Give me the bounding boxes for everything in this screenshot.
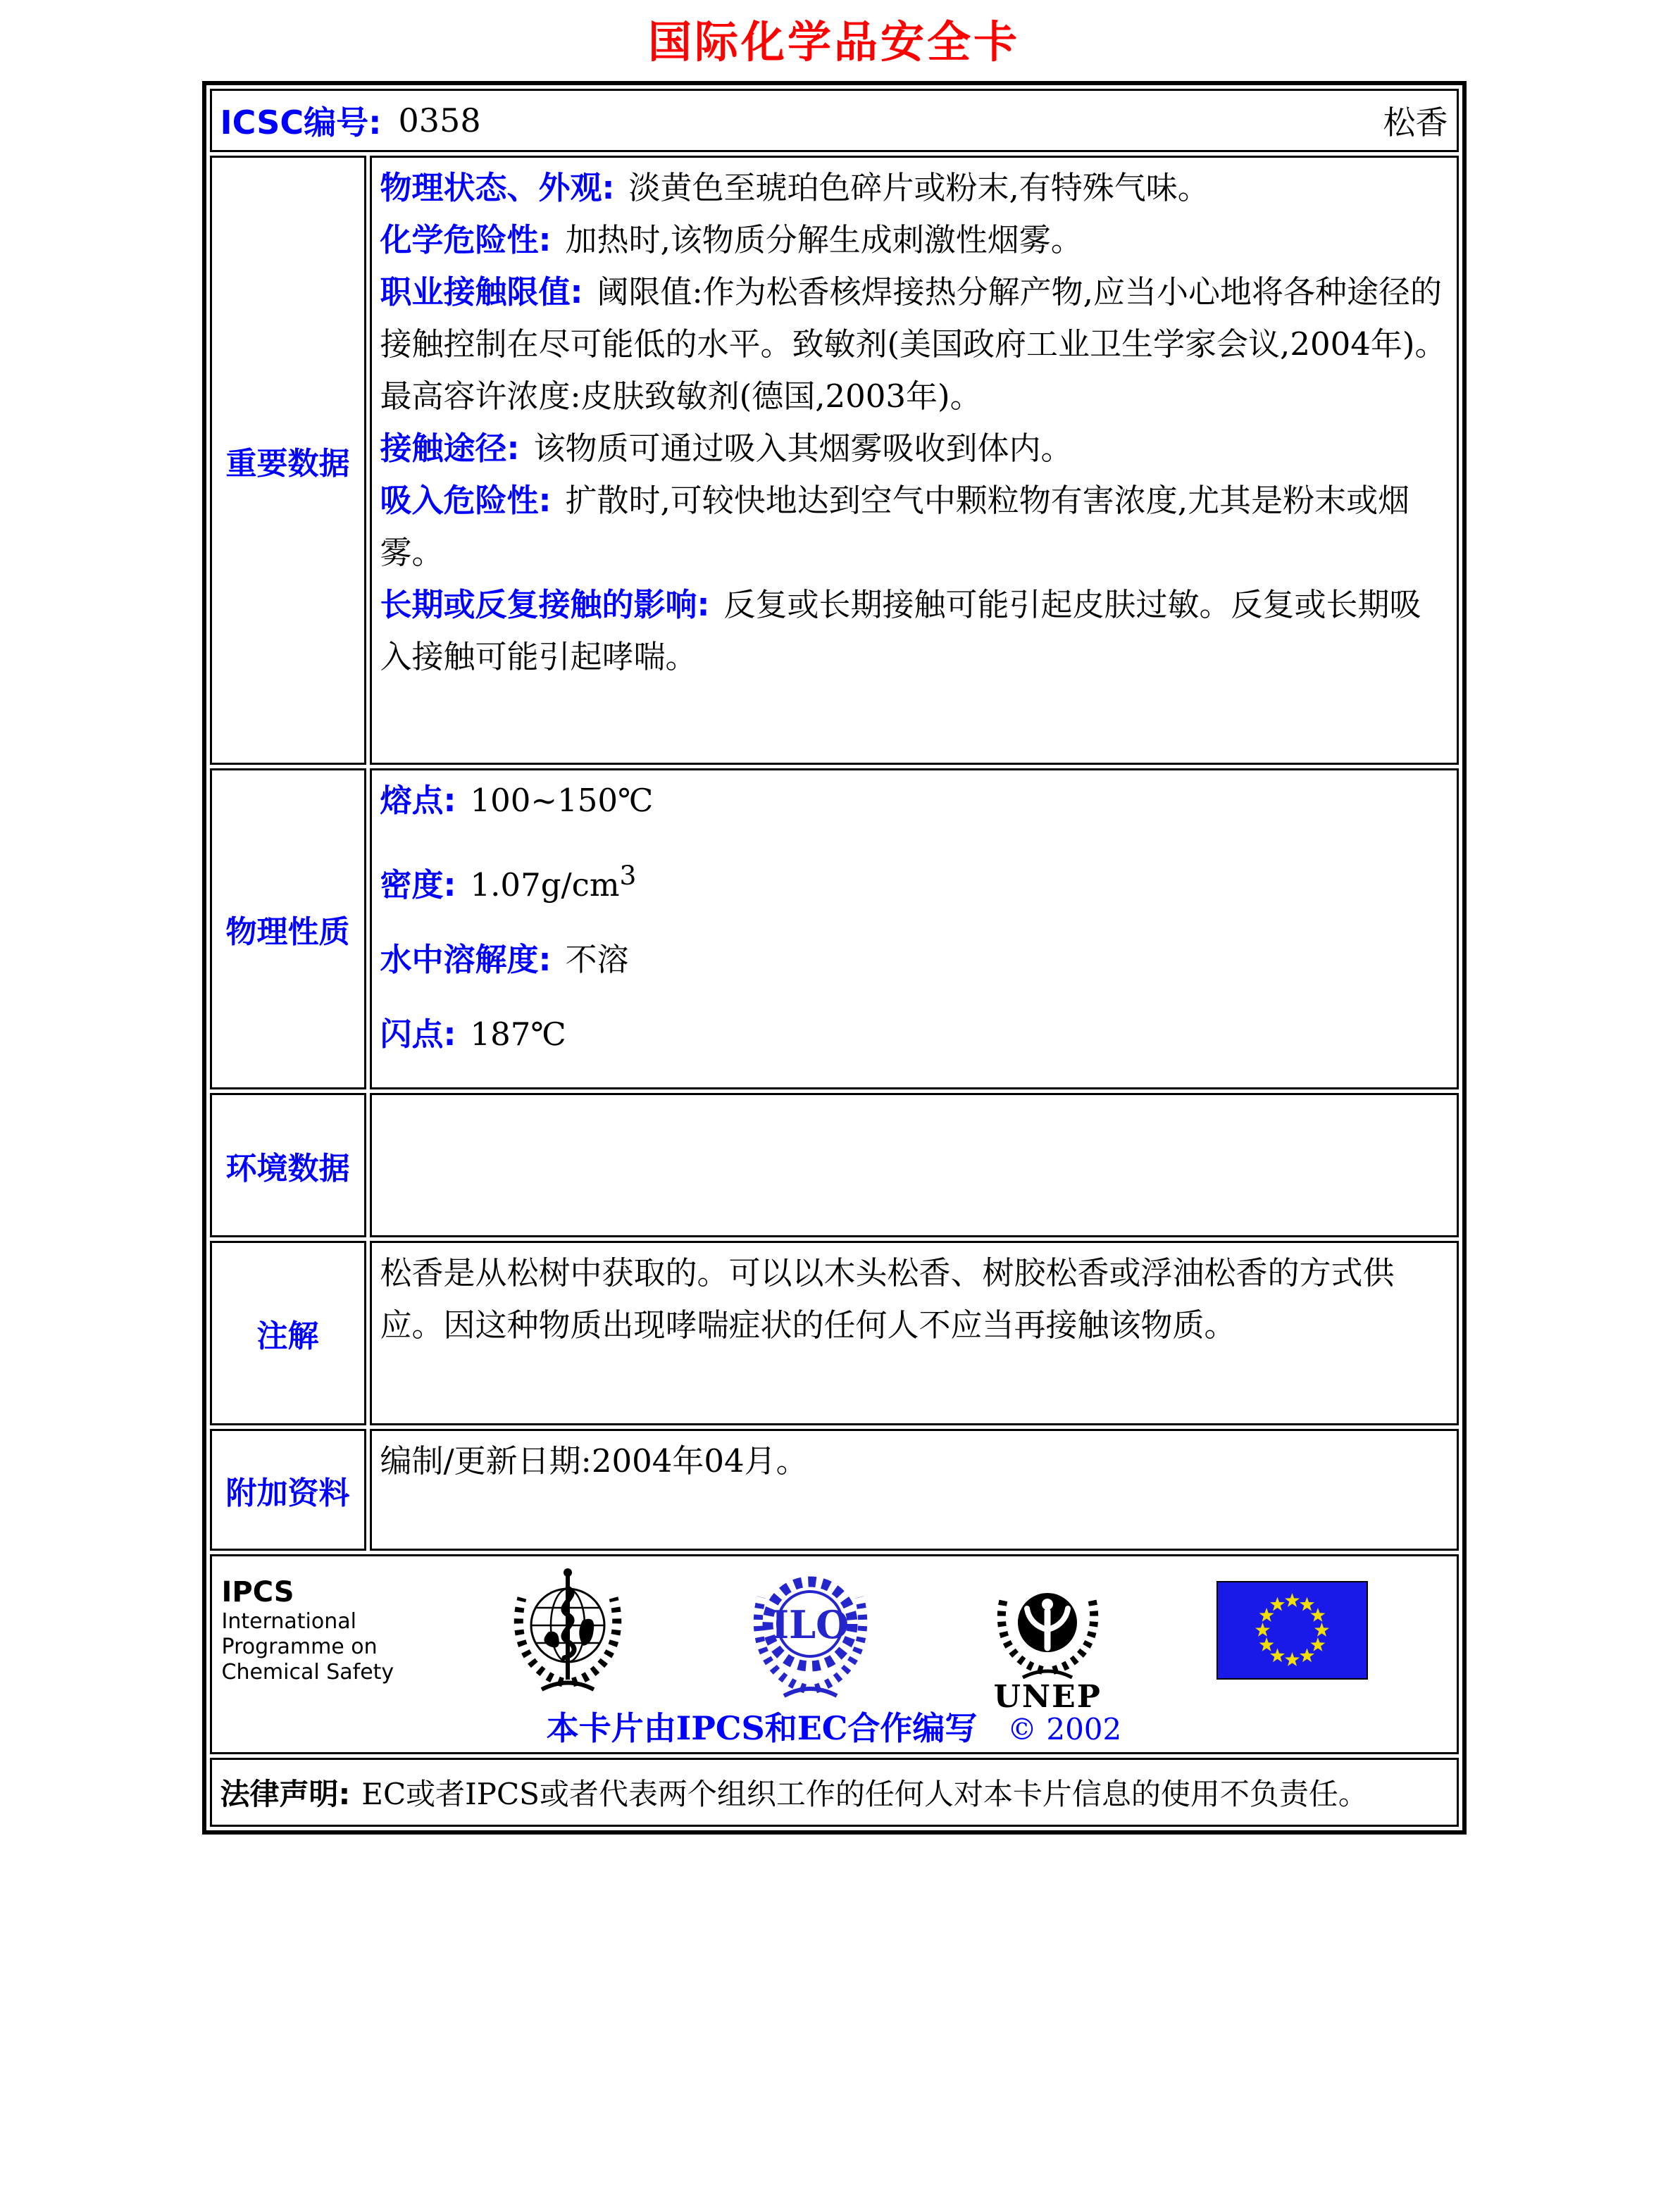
ipcs-acronym: IPCS [221, 1576, 294, 1608]
ipcs-line-2: Programme on [221, 1635, 378, 1659]
card-header-row [210, 89, 1459, 152]
footer-caption [216, 1703, 1452, 1749]
ipcs-text-block [222, 1575, 394, 1685]
ipcs-line-1: International [221, 1609, 356, 1634]
ilo-logo [742, 1562, 879, 1699]
page-title: 国际化学品安全卡 [647, 16, 1020, 68]
density-label: 密度: [380, 866, 456, 904]
inhalation-risk-item [380, 475, 1448, 579]
flash-point-item [380, 1008, 1448, 1061]
density-superscript: 3 [619, 860, 637, 891]
ipcs-line-3: Chemical Safety [221, 1660, 394, 1685]
icsc-card-table [202, 81, 1467, 1835]
water-solubility-item [380, 934, 1448, 986]
row-label-important-data: 重要数据 [210, 156, 366, 765]
exposure-route-text: 该物质可通过吸入其烟雾吸收到体内。 [533, 430, 1073, 467]
physical-state-label: 物理状态、外观: [380, 169, 615, 206]
melting-point-item [380, 775, 1448, 827]
legal-row [210, 1758, 1459, 1827]
footer-copyright: © 2002 [1007, 1712, 1122, 1747]
notes-text: 松香是从松树中获取的。可以以木头松香、树胶松香或浮油松香的方式供应。因这种物质出现哮喘症状的任何人不应当再接触该物质。 [380, 1254, 1395, 1344]
important-data-cell [370, 156, 1459, 765]
chemical-name: 松香 [1383, 104, 1448, 142]
unep-emblem [986, 1575, 1109, 1680]
legal-label: 法律声明: [220, 1777, 351, 1811]
flash-point-value: 187℃ [470, 1016, 566, 1053]
eu-flag [1216, 1581, 1368, 1680]
occupational-limit-text: 阈限值:作为松香核焊接热分解产物,应当小心地将各种途径的接触控制在尽可能低的水平。致敏剂(美国政府工业卫生学家会议,2004年)。最高容许浓度:皮肤致敏剂(德国,2003年)。 [380, 273, 1447, 415]
chemical-danger-item [380, 214, 1448, 266]
icsc-number-value: 0358 [398, 101, 481, 139]
exposure-route-label: 接触途径: [380, 430, 520, 467]
melting-point-value: 100~150℃ [470, 782, 654, 819]
inhalation-risk-text: 扩散时,可较快地达到空气中颗粒物有害浓度,尤其是粉末或烟雾。 [380, 482, 1410, 571]
legal-text: EC或者IPCS或者代表两个组织工作的任何人对本卡片信息的使用不负责任。 [361, 1777, 1368, 1811]
inhalation-risk-label: 吸入危险性: [380, 482, 552, 519]
environmental-data-cell [370, 1093, 1459, 1237]
long-term-effects-text: 反复或长期接触可能引起皮肤过敏。反复或长期吸入接触可能引起哮喘。 [380, 586, 1421, 675]
row-label-additional-info: 附加资料 [210, 1429, 366, 1551]
footer-logos-row [210, 1554, 1459, 1754]
physical-state-text: 淡黄色至琥珀色碎片或粉末,有特殊气味。 [628, 169, 1209, 206]
physical-state-item [380, 162, 1448, 214]
occupational-limit-item [380, 266, 1448, 423]
notes-cell [370, 1241, 1459, 1425]
footer-caption-text: 本卡片由IPCS和EC合作编写 [546, 1709, 978, 1747]
chemical-danger-text: 加热时,该物质分解生成刺激性烟雾。 [565, 221, 1083, 258]
additional-info-cell [370, 1429, 1459, 1551]
physical-properties-cell [370, 768, 1459, 1089]
ilo-monogram: ILO [771, 1601, 849, 1647]
flash-point-label: 闪点: [380, 1016, 456, 1053]
row-label-physical-properties: 物理性质 [210, 768, 366, 1089]
density-item [380, 849, 1448, 911]
water-solubility-label: 水中溶解度: [380, 941, 552, 978]
icsc-number-label: ICSC编号: [220, 104, 382, 142]
chemical-danger-label: 化学危险性: [380, 221, 552, 258]
who-logo [501, 1566, 635, 1696]
water-solubility-value: 不溶 [565, 941, 629, 978]
row-label-notes: 注解 [210, 1241, 366, 1425]
unep-logo [986, 1575, 1109, 1715]
long-term-effects-label: 长期或反复接触的影响: [380, 586, 710, 623]
occupational-limit-label: 职业接触限值: [380, 273, 583, 311]
exposure-route-item [380, 423, 1448, 475]
additional-info-text: 编制/更新日期:2004年04月。 [380, 1442, 808, 1480]
unep-label: UNEP [993, 1678, 1102, 1715]
row-label-environmental-data: 环境数据 [210, 1093, 366, 1237]
long-term-effects-item [380, 579, 1448, 683]
density-value: 1.07g/cm [470, 866, 620, 904]
melting-point-label: 熔点: [380, 782, 456, 819]
